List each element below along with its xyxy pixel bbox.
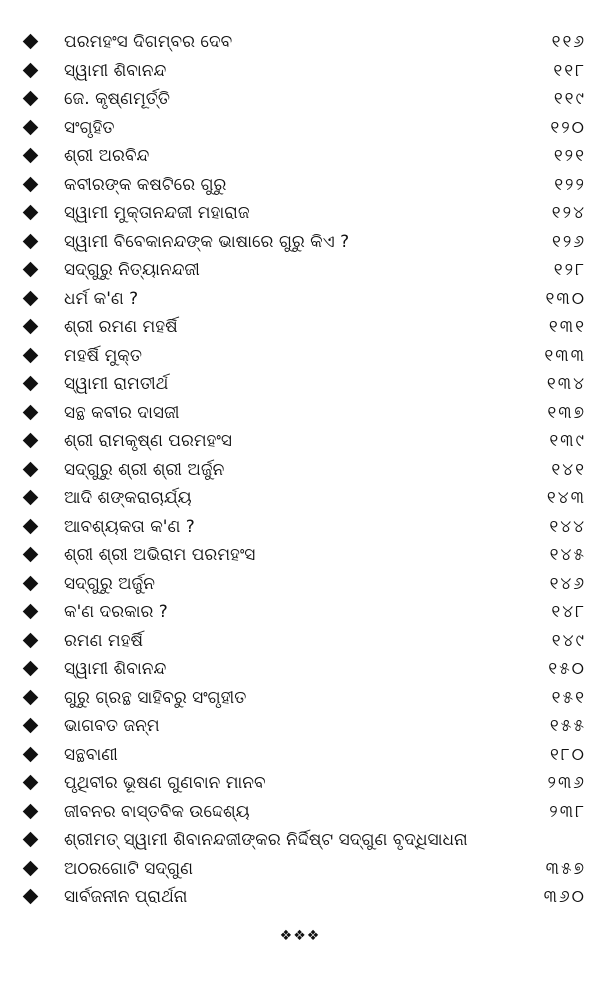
diamond-bullet-icon xyxy=(23,34,39,50)
toc-entry xyxy=(0,256,600,285)
toc-entry-page: ୧୨୬ xyxy=(552,231,586,252)
toc-entry xyxy=(0,313,600,342)
toc-entry xyxy=(0,513,600,542)
toc-entry-title: ସନ୍ଥ କବୀର ଦାସଜୀ xyxy=(64,402,180,423)
toc-entry-title: ସଦ୍‌ଗୁରୁ ଅର୍ଜୁନ xyxy=(64,573,155,594)
toc-entry xyxy=(0,826,600,855)
toc-entry-page: ୧୪୫ xyxy=(549,545,586,565)
toc-entry-title: ଆଦି ଶଙ୍କରାଚାର୍ଯ୍ୟ xyxy=(64,488,192,508)
toc-entry xyxy=(0,342,600,371)
diamond-bullet-icon xyxy=(23,461,39,477)
toc-entry-title: ଶ୍ରୀ ରମଣ ମହର୍ଷି xyxy=(64,317,178,337)
toc-entry-page: ୧୫୧ xyxy=(551,687,586,708)
toc-entry-page: ୧୨୧ xyxy=(553,146,586,166)
toc-entry xyxy=(0,199,600,228)
diamond-bullet-icon xyxy=(23,233,39,249)
diamond-bullet-icon xyxy=(23,547,39,563)
toc-entry-title: ସ୍ୱାମୀ ରାମତୀର୍ଥ xyxy=(64,374,169,394)
toc-entry-page: ୧୩୦ xyxy=(545,288,586,309)
toc-entry-title: ଧର୍ମ କ'ଣ ? xyxy=(64,288,139,309)
toc-entry xyxy=(0,541,600,570)
toc-entry xyxy=(0,598,600,627)
toc-entry-title: ସାର୍ବଜନୀନ ପ୍ରାର୍ଥନା xyxy=(64,887,188,907)
toc-entry-page: ୧୪୬ xyxy=(549,573,586,594)
diamond-bullet-icon xyxy=(23,148,39,164)
toc-entry xyxy=(0,883,600,912)
diamond-bullet-icon xyxy=(23,176,39,192)
toc-entry-page: ୧୨୮ xyxy=(553,260,586,280)
diamond-bullet-icon xyxy=(23,889,39,905)
diamond-bullet-icon xyxy=(23,518,39,534)
toc-entry xyxy=(0,285,600,314)
toc-entry-title: ଶ୍ରୀ ଅରବିନ୍ଦ xyxy=(64,146,150,166)
toc-entry-page: ୧୩୧ xyxy=(548,317,586,337)
toc-entry-title: ପରମହଂସ ଦିଗମ୍ବର ଦେବ xyxy=(64,32,233,52)
toc-entry-title: ଗୁରୁ ଗ୍ରନ୍ଥ ସାହିବରୁ ସଂଗୃହୀତ xyxy=(64,687,247,708)
toc-entry-title: ସନ୍ଥବାଣୀ xyxy=(64,744,118,765)
toc-entry xyxy=(0,370,600,399)
toc-entry-page: ୧୩୭ xyxy=(547,402,586,423)
toc-entry-title: ଶ୍ରୀ ରାମକୃଷ୍ଣ ପରମହଂସ xyxy=(64,431,232,451)
closing-ornament: ❖❖❖ xyxy=(279,928,321,944)
toc-entry-page: ୧୧୯ xyxy=(553,89,586,109)
toc-entry-page: ୩୫୭ xyxy=(545,858,586,879)
diamond-bullet-icon xyxy=(23,376,39,392)
toc-entry xyxy=(0,769,600,798)
diamond-bullet-icon xyxy=(23,205,39,221)
toc-entry xyxy=(0,855,600,884)
toc-entry-page: ୧୪୪ xyxy=(549,516,586,537)
toc-entry xyxy=(0,399,600,428)
toc-entry-page: ୧୨୦ xyxy=(550,117,586,138)
diamond-bullet-icon xyxy=(23,718,39,734)
diamond-bullet-icon xyxy=(23,661,39,677)
diamond-bullet-icon xyxy=(23,860,39,876)
diamond-bullet-icon xyxy=(23,832,39,848)
diamond-bullet-icon xyxy=(23,746,39,762)
diamond-bullet-icon xyxy=(23,803,39,819)
toc-entry xyxy=(0,741,600,770)
toc-entry-page: ୩୬୦ xyxy=(543,887,586,907)
toc-entry xyxy=(0,142,600,171)
diamond-bullet-icon xyxy=(23,775,39,791)
diamond-bullet-icon xyxy=(23,632,39,648)
toc-entry-title: ଶ୍ରୀମତ୍ ସ୍ୱାମୀ ଶିବାନନ୍ଦଜୀଙ୍କର ନିର୍ଦ୍ଦିଷ୍ଟ ସଦ୍‌ଗୁଣ ବୃଦ୍ଧିସାଧନା xyxy=(64,830,468,850)
toc-entry-page: ୧୩୪ xyxy=(546,374,586,394)
toc-entry-title: ଜୀବନର ବାସ୍ତବିକ ଉଦ୍ଦେଶ୍ୟ xyxy=(64,801,250,822)
toc-entry xyxy=(0,114,600,143)
toc-entry-page: ୧୨୨ xyxy=(554,174,586,195)
toc-entry xyxy=(0,57,600,86)
toc-entry-page: ୧୨୪ xyxy=(551,203,586,223)
toc-entry-title: ସଦ୍‌ଗୁରୁ ନିତ୍ୟାନନ୍ଦଜୀ xyxy=(64,260,200,280)
toc-entry-title: କ'ଣ ଦରକାର ? xyxy=(64,602,168,622)
toc-entry-page: ୧୫୫ xyxy=(549,716,586,736)
toc-entry-page: ୧୪୩ xyxy=(546,488,586,508)
diamond-bullet-icon xyxy=(23,490,39,506)
toc-entry-page: ୧୩୯ xyxy=(549,431,586,451)
toc-entry xyxy=(0,684,600,713)
diamond-bullet-icon xyxy=(23,347,39,363)
diamond-bullet-icon xyxy=(23,91,39,107)
toc-entry-title: କବୀରଙ୍କ କଷଟିରେ ଗୁରୁ xyxy=(64,174,227,195)
diamond-bullet-icon xyxy=(23,433,39,449)
toc-entry-title: ସ୍ୱାମୀ ମୁକ୍ତାନନ୍ଦଜୀ ମହାରାଜ xyxy=(64,203,250,223)
diamond-bullet-icon xyxy=(23,319,39,335)
diamond-bullet-icon xyxy=(23,404,39,420)
toc-entry-page: ୧୧୮ xyxy=(553,60,586,81)
toc-entry xyxy=(0,570,600,599)
toc-entry-page: ୨୩୬ xyxy=(547,773,586,793)
toc-entry-title: ଜେ. କୃଷ୍ଣମୂର୍ତ୍ତି xyxy=(64,89,170,109)
toc-entry xyxy=(0,655,600,684)
diamond-bullet-icon xyxy=(23,62,39,78)
toc-entry xyxy=(0,798,600,827)
toc-entry-title: ସ୍ୱାମୀ ଶିବାନନ୍ଦ xyxy=(64,659,167,679)
toc-entry xyxy=(0,712,600,741)
toc-entry-title: ସ୍ୱାମୀ ଶିବାନନ୍ଦ xyxy=(64,60,167,81)
toc-entry-page: ୧୪୯ xyxy=(551,630,586,651)
toc-entry xyxy=(0,427,600,456)
toc-entry xyxy=(0,627,600,656)
toc-entry-title: ସଦ୍‌ଗୁରୁ ଶ୍ରୀ ଶ୍ରୀ ଅର୍ଜୁନ xyxy=(64,459,225,480)
toc-entry-page: ୧୧୬ xyxy=(551,32,586,52)
toc-entry-title: ମହର୍ଷି ମୁକ୍ତ xyxy=(64,345,142,366)
toc-entry-page: ୧୪୧ xyxy=(551,459,586,480)
toc-entry xyxy=(0,228,600,257)
diamond-bullet-icon xyxy=(23,575,39,591)
toc-entry-title: ସ୍ୱାମୀ ବିବେକାନନ୍ଦଙ୍କ ଭାଷାରେ ଗୁରୁ କିଏ ? xyxy=(64,231,350,252)
diamond-bullet-icon xyxy=(23,604,39,620)
diamond-bullet-icon xyxy=(23,290,39,306)
toc-entry xyxy=(0,456,600,485)
toc-entry-title: ଆବଶ୍ୟକତା କ'ଣ ? xyxy=(64,516,195,537)
toc-entry-page: ୨୩୮ xyxy=(549,801,586,822)
toc-entry-page: ୧୮୦ xyxy=(549,744,586,765)
diamond-bullet-icon xyxy=(23,262,39,278)
diamond-bullet-icon xyxy=(23,689,39,705)
toc-entry-title: ଶ୍ରୀ ଶ୍ରୀ ଅଭିରାମ ପରମହଂସ xyxy=(64,545,256,565)
toc-entry xyxy=(0,28,600,57)
toc-entry-title: ଭାଗବତ ଜନ୍ମ xyxy=(64,716,160,736)
toc-entry-title: ସଂଗୃହିତ xyxy=(64,117,115,138)
table-of-contents xyxy=(0,28,600,912)
toc-entry-title: ରମଣ ମହର୍ଷି xyxy=(64,630,144,651)
toc-entry xyxy=(0,171,600,200)
toc-entry xyxy=(0,85,600,114)
diamond-bullet-icon xyxy=(23,119,39,135)
toc-entry xyxy=(0,484,600,513)
toc-entry-page: ୧୪୮ xyxy=(551,602,586,622)
toc-entry-title: ଅଠରଗୋଟି ସଦ୍‌ଗୁଣ xyxy=(64,858,193,879)
toc-entry-title: ପୃଥିବୀର ଭୂଷଣ ଗୁଣବାନ ମାନବ xyxy=(64,773,266,793)
toc-entry-page: ୧୫୦ xyxy=(548,659,586,679)
toc-entry-page: ୧୩୩ xyxy=(544,345,586,366)
